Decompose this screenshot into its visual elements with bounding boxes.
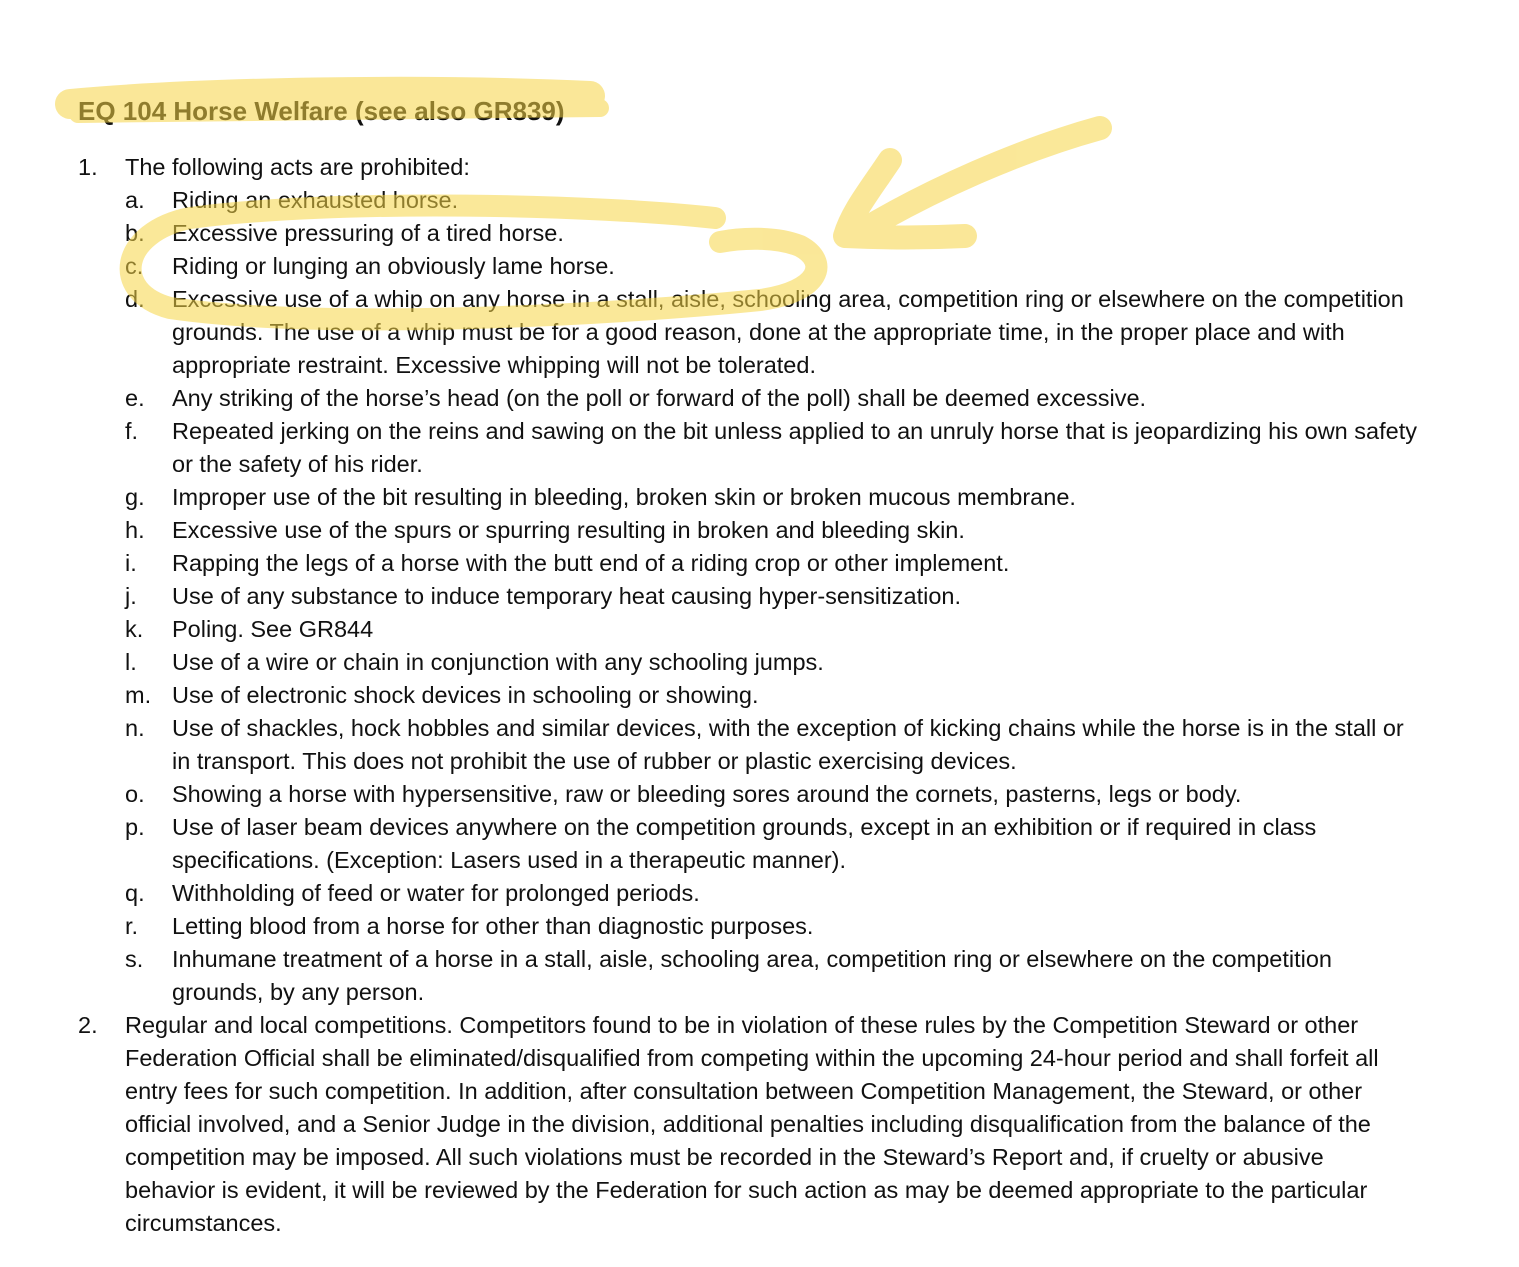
item-letter: c. <box>125 253 144 279</box>
item-letter: i. <box>125 550 137 576</box>
list-item <box>125 481 1418 514</box>
item-letter: d. <box>125 286 145 312</box>
item-letter: f. <box>125 418 139 444</box>
item-text: Poling. See GR844 <box>172 616 374 642</box>
list-item <box>125 679 1418 712</box>
item-letter: e. <box>125 385 145 411</box>
list-item <box>125 646 1418 679</box>
item-text: Withholding of feed or water for prolonged periods. <box>172 880 700 906</box>
item-letter: g. <box>125 484 145 510</box>
rules-list <box>78 151 1418 1240</box>
list-item <box>125 943 1418 1009</box>
list-item <box>125 184 1418 217</box>
list-item <box>125 547 1418 580</box>
item-text: Use of laser beam devices anywhere on the competition grounds, except in an exhibition or if required in class specifications. (Exception: Lasers used in a therapeutic manner). <box>172 814 1317 873</box>
item-text: Excessive use of the spurs or spurring resulting in broken and bleeding skin. <box>172 517 965 543</box>
item-text: Rapping the legs of a horse with the butt end of a riding crop or other implement. <box>172 550 1010 576</box>
item-text: Riding or lunging an obviously lame horse. <box>172 253 615 279</box>
rule-item-2 <box>78 1009 1418 1240</box>
item-letter: p. <box>125 814 145 840</box>
list-item <box>125 613 1418 646</box>
item-letter: k. <box>125 616 144 642</box>
item-letter: j. <box>125 583 137 609</box>
item-letter: o. <box>125 781 145 807</box>
item-letter: b. <box>125 220 145 246</box>
item-text: Repeated jerking on the reins and sawing on the bit unless applied to an unruly horse that is jeopardizing his own safety or the safety of his rider. <box>172 418 1417 477</box>
rule-number: 2. <box>78 1012 98 1038</box>
item-text: Showing a horse with hypersensitive, raw or bleeding sores around the cornets, pasterns, legs or body. <box>172 781 1242 807</box>
item-letter: m. <box>125 682 152 708</box>
rule-text: The following acts are prohibited: <box>125 154 470 180</box>
rule-number: 1. <box>78 154 98 180</box>
item-letter: q. <box>125 880 145 906</box>
item-letter: h. <box>125 517 145 543</box>
list-item <box>125 910 1418 943</box>
item-letter: n. <box>125 715 145 741</box>
list-item <box>125 811 1418 877</box>
item-text: Excessive use of a whip on any horse in a stall, aisle, schooling area, competition ring or elsewhere on the competition grounds. The use of a whip must be for a good reason, done at the appropriate time, in the proper place and with appropriate restraint. Excessive whipping will not be tolerated. <box>172 286 1404 378</box>
list-item <box>125 580 1418 613</box>
list-item <box>125 283 1418 382</box>
prohibited-acts-list <box>125 184 1418 1009</box>
item-text: Use of any substance to induce temporary heat causing hyper-sensitization. <box>172 583 961 609</box>
list-item <box>125 514 1418 547</box>
list-item <box>125 217 1418 250</box>
item-text: Use of a wire or chain in conjunction with any schooling jumps. <box>172 649 824 675</box>
rule-item-1 <box>78 151 1418 1009</box>
list-item <box>125 712 1418 778</box>
list-item <box>125 877 1418 910</box>
item-text: Excessive pressuring of a tired horse. <box>172 220 564 246</box>
document-title: EQ 104 Horse Welfare (see also GR839) <box>78 96 565 126</box>
rule-text: Regular and local competitions. Competitors found to be in violation of these rules by the Competition Steward or other Federation Official shall be eliminated/disqualified from competing within the upcoming 24-hour period and shall forfeit all entry fees for such competition. In addition, after consultation between Competition Management, the Steward, or other official involved, and a Senior Judge in the division, additional penalties including disqualification from the balance of the competition may be imposed. All such violations must be recorded in the Steward’s Report and, if cruelty or abusive behavior is evident, it will be reviewed by the Federation for such action as may be deemed appropriate to the particular circumstances. <box>125 1012 1379 1236</box>
item-text: Letting blood from a horse for other than diagnostic purposes. <box>172 913 814 939</box>
item-text: Any striking of the horse’s head (on the poll or forward of the poll) shall be deemed excessive. <box>172 385 1147 411</box>
list-item <box>125 250 1418 283</box>
item-text: Inhumane treatment of a horse in a stall, aisle, schooling area, competition ring or elsewhere on the competition grounds, by any person. <box>172 946 1332 1005</box>
list-item <box>125 382 1418 415</box>
list-item <box>125 415 1418 481</box>
item-text: Improper use of the bit resulting in bleeding, broken skin or broken mucous membrane. <box>172 484 1076 510</box>
item-text: Use of electronic shock devices in schooling or showing. <box>172 682 759 708</box>
item-letter: a. <box>125 187 145 213</box>
item-text: Riding an exhausted horse. <box>172 187 459 213</box>
item-letter: r. <box>125 913 139 939</box>
list-item <box>125 778 1418 811</box>
item-letter: s. <box>125 946 144 972</box>
item-letter: l. <box>125 649 137 675</box>
item-text: Use of shackles, hock hobbles and similar devices, with the exception of kicking chains while the horse is in the stall or in transport. This does not prohibit the use of rubber or plastic exercising devices. <box>172 715 1404 774</box>
